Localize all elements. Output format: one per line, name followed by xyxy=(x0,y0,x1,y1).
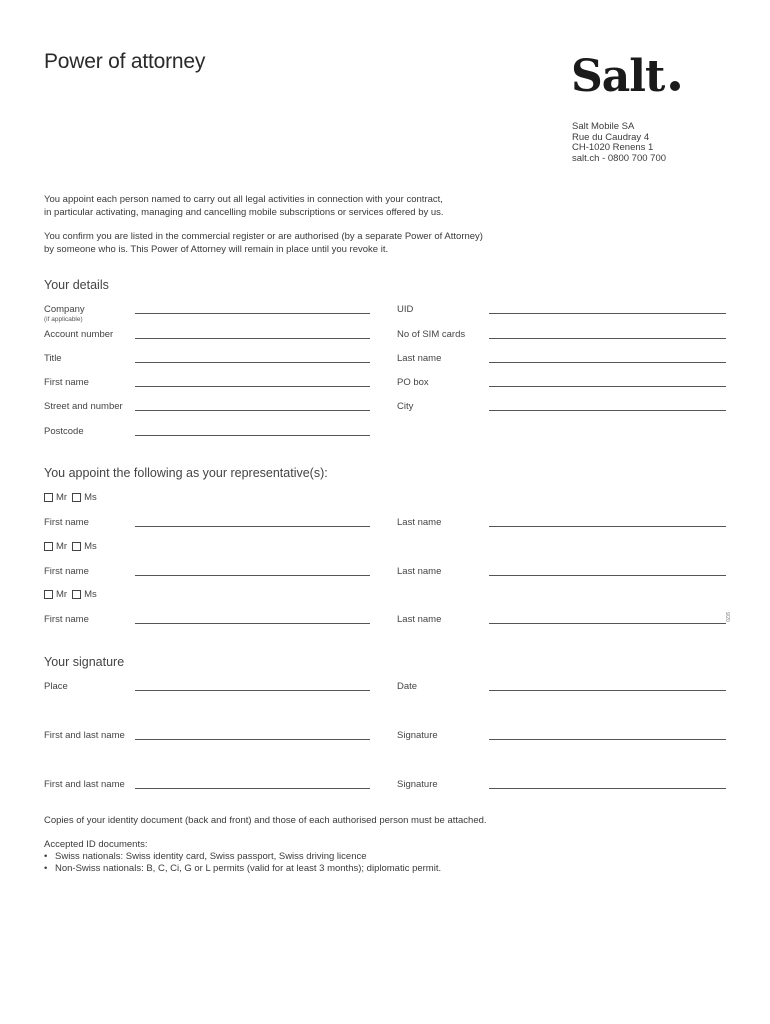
uid-field[interactable] xyxy=(489,313,726,314)
rep3-first-name-field[interactable] xyxy=(135,623,370,624)
logo-dot xyxy=(670,81,680,91)
accepted-heading: Accepted ID documents: xyxy=(44,839,148,850)
label-date: Date xyxy=(397,681,418,692)
last-name-field[interactable] xyxy=(489,362,726,363)
po-box-field[interactable] xyxy=(489,386,726,387)
salt-logo xyxy=(571,50,680,104)
intro-paragraph-1 xyxy=(44,194,544,219)
mr-label: Mr xyxy=(56,589,68,600)
company-address xyxy=(572,122,666,164)
rep2-first-name-field[interactable] xyxy=(135,575,370,576)
address-line: Salt Mobile SA xyxy=(572,121,635,132)
rep2-ms-checkbox[interactable] xyxy=(72,542,81,551)
sim-cards-field[interactable] xyxy=(489,338,726,339)
label-place: Place xyxy=(44,681,68,692)
label-rep3-last-name: Last name xyxy=(397,614,442,625)
label-rep3-first-name: First name xyxy=(44,614,89,625)
label-first-last-name-2: First and last name xyxy=(44,779,125,790)
label-sim-cards: No of SIM cards xyxy=(397,329,466,340)
mr-label: Mr xyxy=(56,492,68,503)
address-line: CH-1020 Renens 1 xyxy=(572,142,654,153)
rep1-last-name-field[interactable] xyxy=(489,526,726,527)
intro-paragraph-2 xyxy=(44,231,544,256)
label-title: Title xyxy=(44,353,62,364)
street-field[interactable] xyxy=(135,410,370,411)
rep2-last-name-field[interactable] xyxy=(489,575,726,576)
label-company: Company xyxy=(44,304,85,315)
mr-label: Mr xyxy=(56,541,68,552)
rep1-ms-checkbox[interactable] xyxy=(72,493,81,502)
logo-text: Salt xyxy=(571,51,665,102)
label-company-note: (if applicable) xyxy=(44,316,83,323)
copies-note: Copies of your identity document (back and front) and those of each authorised person must be attached. xyxy=(44,815,487,826)
rep3-last-name-field[interactable] xyxy=(489,623,726,624)
ms-label: Ms xyxy=(84,541,97,552)
first-name-field[interactable] xyxy=(135,386,370,387)
label-signature-1: Signature xyxy=(397,730,438,741)
accepted-item xyxy=(44,863,441,875)
bullet-icon: • xyxy=(44,851,48,862)
ms-label: Ms xyxy=(84,492,97,503)
rep2-salutation xyxy=(44,541,102,552)
accepted-item xyxy=(44,851,441,863)
intro-line: in particular activating, managing and cancelling mobile subscriptions or services offered by us. xyxy=(44,206,444,218)
label-rep2-last-name: Last name xyxy=(397,566,442,577)
signature-field-2[interactable] xyxy=(489,788,726,789)
rep3-salutation xyxy=(44,589,102,600)
label-account-number: Account number xyxy=(44,329,114,340)
intro-line: You confirm you are listed in the commercial register or are authorised (by a separate Power of Attorney) xyxy=(44,231,483,242)
label-rep1-first-name: First name xyxy=(44,517,89,528)
bullet-icon: • xyxy=(44,863,48,874)
accepted-item-text: Non-Swiss nationals: B, C, Ci, G or L permits (valid for at least 3 months); diplomatic permit. xyxy=(55,863,442,874)
place-field[interactable] xyxy=(135,690,370,691)
rep1-mr-checkbox[interactable] xyxy=(44,493,53,502)
date-field[interactable] xyxy=(489,690,726,691)
label-first-name: First name xyxy=(44,377,89,388)
signature-field-1[interactable] xyxy=(489,739,726,740)
rep3-ms-checkbox[interactable] xyxy=(72,590,81,599)
accepted-item-text: Swiss nationals: Swiss identity card, Swiss passport, Swiss driving licence xyxy=(55,851,367,862)
section-your-signature: Your signature xyxy=(44,655,125,669)
rep1-salutation xyxy=(44,492,102,503)
accepted-documents xyxy=(44,839,441,875)
company-field[interactable] xyxy=(135,313,370,314)
intro-line: by someone who is. This Power of Attorney will remain in place until you revoke it. xyxy=(44,243,389,255)
section-representatives: You appoint the following as your representative(s): xyxy=(44,466,328,480)
address-line: salt.ch - 0800 700 700 xyxy=(572,152,667,164)
ms-label: Ms xyxy=(84,589,97,600)
intro-line: You appoint each person named to carry out all legal activities in connection with your contract, xyxy=(44,194,443,205)
rep1-first-name-field[interactable] xyxy=(135,526,370,527)
rep2-mr-checkbox[interactable] xyxy=(44,542,53,551)
rep3-mr-checkbox[interactable] xyxy=(44,590,53,599)
label-uid: UID xyxy=(397,304,414,315)
postcode-field[interactable] xyxy=(135,435,370,436)
label-street: Street and number xyxy=(44,401,123,412)
label-first-last-name-1: First and last name xyxy=(44,730,125,741)
form-code: 9/20 xyxy=(724,612,730,622)
section-your-details: Your details xyxy=(44,278,109,292)
label-rep1-last-name: Last name xyxy=(397,517,442,528)
label-city: City xyxy=(397,401,414,412)
city-field[interactable] xyxy=(489,410,726,411)
first-last-name-field-1[interactable] xyxy=(135,739,370,740)
label-po-box: PO box xyxy=(397,377,429,388)
title-field[interactable] xyxy=(135,362,370,363)
page-title: Power of attorney xyxy=(44,50,206,73)
address-line: Rue du Caudray 4 xyxy=(572,131,650,143)
label-signature-2: Signature xyxy=(397,779,438,790)
label-last-name: Last name xyxy=(397,353,442,364)
first-last-name-field-2[interactable] xyxy=(135,788,370,789)
label-rep2-first-name: First name xyxy=(44,566,89,577)
account-number-field[interactable] xyxy=(135,338,370,339)
label-postcode: Postcode xyxy=(44,426,84,437)
